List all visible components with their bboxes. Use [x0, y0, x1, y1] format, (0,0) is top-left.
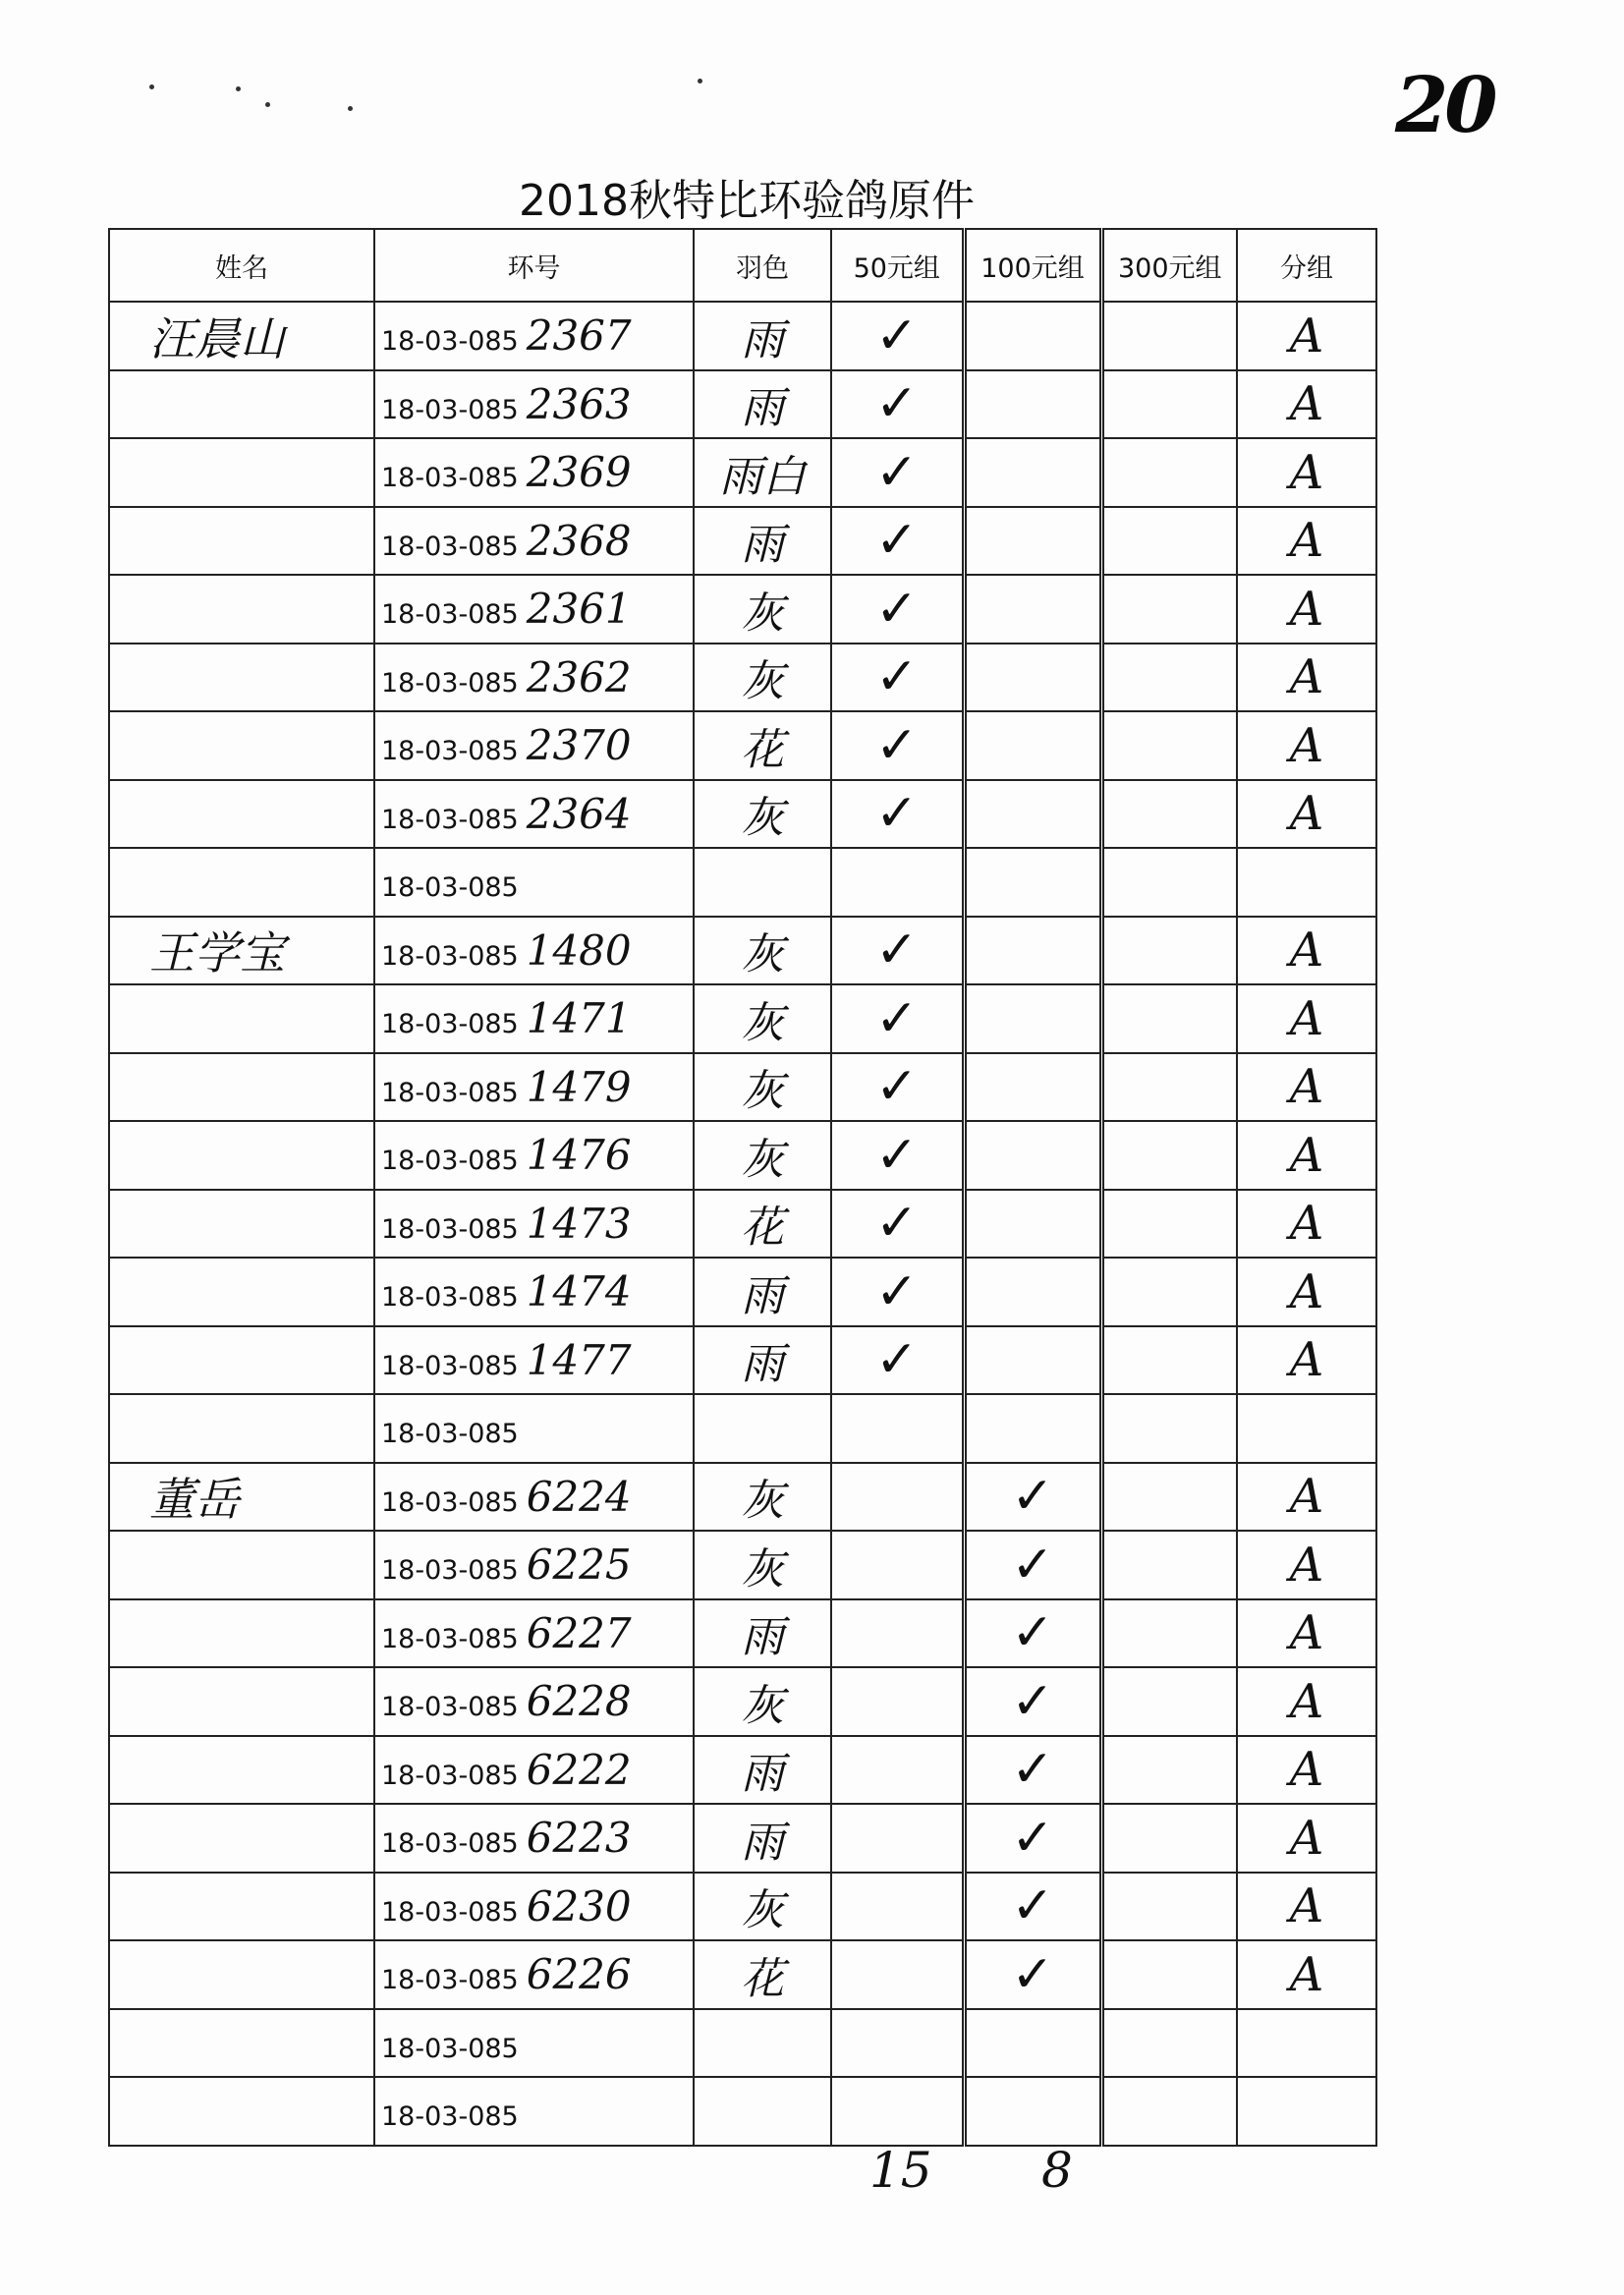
- feather-color-cell: [694, 2009, 831, 2078]
- ring-prefix: 18-03-085: [381, 1692, 519, 1723]
- group-300-cell: [1101, 1736, 1237, 1805]
- division-cell: A: [1237, 1121, 1376, 1190]
- ring-suffix: 6226: [526, 1950, 632, 1999]
- group-50-cell: ✓: [831, 302, 964, 370]
- group-100-cell: [964, 1326, 1101, 1395]
- owner-name-cell: [109, 1394, 374, 1463]
- ring-prefix: 18-03-085: [381, 394, 519, 425]
- ring-number-cell: [374, 438, 694, 507]
- ring-number-cell: [374, 1463, 694, 1532]
- group-50-cell: ✓: [831, 575, 964, 644]
- feather-color-cell: 灰: [694, 1463, 831, 1532]
- page-number: 20: [1395, 61, 1494, 150]
- table-row: [109, 1394, 1376, 1463]
- ring-number-cell: [374, 1531, 694, 1599]
- group-100-cell: [964, 711, 1101, 780]
- feather-color-cell: 雨: [694, 1599, 831, 1668]
- ring-suffix: 1473: [526, 1199, 632, 1248]
- header-g50: 50元组: [831, 229, 964, 302]
- ring-prefix: 18-03-085: [381, 1213, 519, 1245]
- division-cell: A: [1237, 1873, 1376, 1941]
- table-row: [109, 438, 1376, 507]
- feather-color-cell: 灰: [694, 1667, 831, 1736]
- group-300-cell: [1101, 1940, 1237, 2009]
- table-row: [109, 302, 1376, 370]
- division-cell: A: [1237, 984, 1376, 1053]
- group-50-cell: [831, 1804, 964, 1873]
- table-row: [109, 848, 1376, 917]
- ring-suffix: 1474: [526, 1267, 632, 1316]
- division-cell: A: [1237, 302, 1376, 370]
- group-300-cell: [1101, 2009, 1237, 2078]
- ring-number-cell: [374, 2077, 694, 2146]
- group-50-cell: [831, 1394, 964, 1463]
- group-300-cell: [1101, 1190, 1237, 1259]
- group-300-cell: [1101, 1258, 1237, 1326]
- owner-name-cell: [109, 780, 374, 849]
- ring-prefix: 18-03-085: [381, 2101, 519, 2133]
- owner-name-cell: [109, 1599, 374, 1668]
- registration-table: [108, 228, 1377, 2147]
- group-100-cell: [964, 917, 1101, 985]
- owner-name-cell: 汪晨山: [109, 302, 374, 370]
- group-50-cell: ✓: [831, 917, 964, 985]
- feather-color-cell: 灰: [694, 1531, 831, 1599]
- table-row: [109, 1326, 1376, 1395]
- ring-number-cell: [374, 780, 694, 849]
- division-cell: A: [1237, 1599, 1376, 1668]
- ring-number-cell: [374, 370, 694, 439]
- group-50-cell: ✓: [831, 644, 964, 712]
- ring-prefix: 18-03-085: [381, 1009, 519, 1040]
- group-100-cell: [964, 370, 1101, 439]
- group-300-cell: [1101, 2077, 1237, 2146]
- group-300-cell: [1101, 848, 1237, 917]
- ring-prefix: 18-03-085: [381, 1555, 519, 1587]
- owner-name-cell: [109, 1736, 374, 1805]
- division-cell: A: [1237, 1531, 1376, 1599]
- owner-name-cell: [109, 507, 374, 576]
- division-cell: A: [1237, 370, 1376, 439]
- scan-speck: [149, 84, 154, 89]
- scan-speck: [236, 86, 241, 91]
- group-100-cell: [964, 507, 1101, 576]
- document-title: 2018秋特比环验鸽原件: [519, 176, 975, 226]
- header-g300: 300元组: [1101, 229, 1237, 302]
- ring-suffix: 2369: [526, 448, 632, 497]
- group-50-cell: ✓: [831, 1190, 964, 1259]
- group-50-cell: [831, 1599, 964, 1668]
- group-50-cell: ✓: [831, 1258, 964, 1326]
- ring-number-cell: [374, 984, 694, 1053]
- division-cell: A: [1237, 1463, 1376, 1532]
- group-300-cell: [1101, 1326, 1237, 1395]
- group-50-cell: [831, 1667, 964, 1736]
- table-row: [109, 917, 1376, 985]
- feather-color-cell: 雨: [694, 1736, 831, 1805]
- group-300-cell: [1101, 1463, 1237, 1532]
- header-division: 分组: [1237, 229, 1376, 302]
- ring-suffix: 6225: [526, 1540, 632, 1590]
- feather-color-cell: 花: [694, 1190, 831, 1259]
- division-cell: A: [1237, 1667, 1376, 1736]
- feather-color-cell: [694, 2077, 831, 2146]
- group-50-cell: [831, 1940, 964, 2009]
- group-100-cell: [964, 302, 1101, 370]
- feather-color-cell: 灰: [694, 644, 831, 712]
- group-300-cell: [1101, 370, 1237, 439]
- group-100-cell: ✓: [964, 1599, 1101, 1668]
- feather-color-cell: 雨: [694, 1326, 831, 1395]
- table-row: [109, 1804, 1376, 1873]
- table-row: [109, 1531, 1376, 1599]
- ring-prefix: 18-03-085: [381, 463, 519, 494]
- division-cell: A: [1237, 1258, 1376, 1326]
- group-100-cell: ✓: [964, 1940, 1101, 2009]
- ring-suffix: 6223: [526, 1814, 632, 1863]
- total-100-group: 8: [1041, 2142, 1073, 2199]
- ring-number-cell: [374, 711, 694, 780]
- scan-speck: [348, 106, 353, 111]
- feather-color-cell: 灰: [694, 1121, 831, 1190]
- table-row: [109, 1190, 1376, 1259]
- ring-prefix: 18-03-085: [381, 804, 519, 835]
- ring-suffix: 1477: [526, 1335, 632, 1384]
- ring-number-cell: [374, 1258, 694, 1326]
- ring-number-cell: [374, 1599, 694, 1668]
- division-cell: A: [1237, 1940, 1376, 2009]
- ring-prefix: 18-03-085: [381, 1146, 519, 1177]
- group-50-cell: ✓: [831, 438, 964, 507]
- division-cell: A: [1237, 644, 1376, 712]
- group-100-cell: [964, 1121, 1101, 1190]
- feather-color-cell: 灰: [694, 917, 831, 985]
- feather-color-cell: 灰: [694, 780, 831, 849]
- owner-name-cell: [109, 1053, 374, 1122]
- group-100-cell: [964, 438, 1101, 507]
- group-100-cell: [964, 1258, 1101, 1326]
- table-row: [109, 1121, 1376, 1190]
- table-row: [109, 1053, 1376, 1122]
- ring-number-cell: [374, 917, 694, 985]
- feather-color-cell: 雨: [694, 507, 831, 576]
- feather-color-cell: 雨: [694, 1258, 831, 1326]
- group-300-cell: [1101, 1667, 1237, 1736]
- owner-name-cell: [109, 1531, 374, 1599]
- table-row: [109, 507, 1376, 576]
- ring-prefix: 18-03-085: [381, 1486, 519, 1518]
- group-300-cell: [1101, 1121, 1237, 1190]
- table-row: [109, 780, 1376, 849]
- table-row: [109, 711, 1376, 780]
- ring-prefix: 18-03-085: [381, 667, 519, 699]
- feather-color-cell: 花: [694, 711, 831, 780]
- table-row: [109, 984, 1376, 1053]
- ring-prefix: 18-03-085: [381, 1282, 519, 1314]
- ring-number-cell: [374, 507, 694, 576]
- feather-color-cell: 灰: [694, 1873, 831, 1941]
- owner-name-cell: 董岳: [109, 1463, 374, 1532]
- group-300-cell: [1101, 917, 1237, 985]
- group-300-cell: [1101, 438, 1237, 507]
- group-100-cell: [964, 780, 1101, 849]
- ring-prefix: 18-03-085: [381, 1077, 519, 1108]
- group-300-cell: [1101, 1394, 1237, 1463]
- group-50-cell: [831, 1873, 964, 1941]
- ring-number-cell: [374, 2009, 694, 2078]
- group-50-cell: ✓: [831, 984, 964, 1053]
- table-row: [109, 1599, 1376, 1668]
- table-row: [109, 1463, 1376, 1532]
- scan-speck: [698, 79, 702, 84]
- feather-color-cell: [694, 848, 831, 917]
- ring-number-cell: [374, 1053, 694, 1122]
- ring-suffix: 1471: [526, 994, 632, 1043]
- ring-suffix: 6224: [526, 1472, 632, 1521]
- group-50-cell: [831, 1463, 964, 1532]
- group-300-cell: [1101, 1873, 1237, 1941]
- group-50-cell: ✓: [831, 1121, 964, 1190]
- group-100-cell: [964, 644, 1101, 712]
- feather-color-cell: 雨: [694, 370, 831, 439]
- group-100-cell: [964, 848, 1101, 917]
- total-50-group: 15: [869, 2142, 932, 2199]
- ring-suffix: 2362: [526, 652, 632, 701]
- feather-color-cell: 花: [694, 1940, 831, 2009]
- ring-suffix: 6228: [526, 1677, 632, 1726]
- ring-suffix: 2364: [526, 789, 632, 838]
- division-cell: A: [1237, 575, 1376, 644]
- group-50-cell: ✓: [831, 507, 964, 576]
- owner-name-cell: [109, 1190, 374, 1259]
- owner-name-cell: [109, 438, 374, 507]
- group-50-cell: ✓: [831, 711, 964, 780]
- ring-prefix: 18-03-085: [381, 1419, 519, 1450]
- owner-name-cell: [109, 984, 374, 1053]
- ring-prefix: 18-03-085: [381, 1760, 519, 1791]
- ring-prefix: 18-03-085: [381, 872, 519, 904]
- owner-name-cell: [109, 1804, 374, 1873]
- header-row: [109, 229, 1376, 302]
- group-100-cell: [964, 1053, 1101, 1122]
- group-50-cell: [831, 848, 964, 917]
- ring-prefix: 18-03-085: [381, 1965, 519, 1996]
- ring-suffix: 2370: [526, 721, 632, 770]
- ring-suffix: 6227: [526, 1608, 632, 1657]
- feather-color-cell: 雨白: [694, 438, 831, 507]
- division-cell: A: [1237, 507, 1376, 576]
- ring-prefix: 18-03-085: [381, 531, 519, 562]
- group-50-cell: [831, 2009, 964, 2078]
- ring-number-cell: [374, 1804, 694, 1873]
- owner-name-cell: [109, 1940, 374, 2009]
- group-50-cell: ✓: [831, 1326, 964, 1395]
- group-50-cell: ✓: [831, 1053, 964, 1122]
- group-300-cell: [1101, 302, 1237, 370]
- group-100-cell: [964, 2077, 1101, 2146]
- owner-name-cell: [109, 2077, 374, 2146]
- ring-suffix: 2368: [526, 516, 632, 565]
- division-cell: A: [1237, 1326, 1376, 1395]
- group-50-cell: ✓: [831, 780, 964, 849]
- ring-number-cell: [374, 644, 694, 712]
- group-300-cell: [1101, 711, 1237, 780]
- group-100-cell: [964, 1394, 1101, 1463]
- feather-color-cell: 灰: [694, 1053, 831, 1122]
- owner-name-cell: [109, 848, 374, 917]
- group-100-cell: [964, 984, 1101, 1053]
- ring-suffix: 2361: [526, 585, 632, 634]
- group-300-cell: [1101, 1531, 1237, 1599]
- ring-prefix: 18-03-085: [381, 599, 519, 631]
- owner-name-cell: [109, 1326, 374, 1395]
- division-cell: A: [1237, 1736, 1376, 1805]
- owner-name-cell: [109, 1873, 374, 1941]
- division-cell: A: [1237, 438, 1376, 507]
- group-100-cell: ✓: [964, 1804, 1101, 1873]
- ring-prefix: 18-03-085: [381, 1828, 519, 1860]
- group-300-cell: [1101, 984, 1237, 1053]
- owner-name-cell: [109, 2009, 374, 2078]
- feather-color-cell: 雨: [694, 302, 831, 370]
- ring-prefix: 18-03-085: [381, 2033, 519, 2064]
- group-100-cell: [964, 575, 1101, 644]
- table-row: [109, 644, 1376, 712]
- group-100-cell: ✓: [964, 1736, 1101, 1805]
- owner-name-cell: [109, 1667, 374, 1736]
- owner-name-cell: 王学宝: [109, 917, 374, 985]
- ring-number-cell: [374, 1121, 694, 1190]
- division-cell: [1237, 848, 1376, 917]
- group-100-cell: ✓: [964, 1873, 1101, 1941]
- group-100-cell: ✓: [964, 1531, 1101, 1599]
- group-50-cell: [831, 1531, 964, 1599]
- ring-prefix: 18-03-085: [381, 326, 519, 358]
- table-body: [109, 302, 1376, 2146]
- ring-number-cell: [374, 1940, 694, 2009]
- division-cell: [1237, 2077, 1376, 2146]
- ring-number-cell: [374, 1736, 694, 1805]
- owner-name-cell: [109, 711, 374, 780]
- group-50-cell: [831, 1736, 964, 1805]
- division-cell: [1237, 2009, 1376, 2078]
- ring-number-cell: [374, 1667, 694, 1736]
- owner-name-cell: [109, 644, 374, 712]
- table-row: [109, 1667, 1376, 1736]
- ring-suffix: 1479: [526, 1062, 632, 1111]
- group-50-cell: ✓: [831, 370, 964, 439]
- table-row: [109, 1736, 1376, 1805]
- ring-suffix: 2367: [526, 311, 632, 361]
- feather-color-cell: 雨: [694, 1804, 831, 1873]
- group-100-cell: [964, 2009, 1101, 2078]
- ring-suffix: 1476: [526, 1131, 632, 1180]
- header-name: 姓名: [109, 229, 374, 302]
- scan-speck: [265, 102, 270, 107]
- feather-color-cell: 灰: [694, 984, 831, 1053]
- ring-suffix: 6230: [526, 1881, 632, 1931]
- group-50-cell: [831, 2077, 964, 2146]
- owner-name-cell: [109, 1258, 374, 1326]
- header-ring: 环号: [374, 229, 694, 302]
- feather-color-cell: [694, 1394, 831, 1463]
- group-300-cell: [1101, 1599, 1237, 1668]
- group-300-cell: [1101, 575, 1237, 644]
- header-color: 羽色: [694, 229, 831, 302]
- division-cell: A: [1237, 917, 1376, 985]
- owner-name-cell: [109, 1121, 374, 1190]
- ring-number-cell: [374, 1190, 694, 1259]
- group-100-cell: ✓: [964, 1463, 1101, 1532]
- ring-number-cell: [374, 1394, 694, 1463]
- ring-prefix: 18-03-085: [381, 940, 519, 972]
- owner-name-cell: [109, 370, 374, 439]
- division-cell: A: [1237, 711, 1376, 780]
- ring-number-cell: [374, 302, 694, 370]
- group-100-cell: ✓: [964, 1667, 1101, 1736]
- owner-name-cell: [109, 575, 374, 644]
- ring-number-cell: [374, 1873, 694, 1941]
- ring-number-cell: [374, 848, 694, 917]
- division-cell: A: [1237, 1190, 1376, 1259]
- group-300-cell: [1101, 507, 1237, 576]
- division-cell: A: [1237, 1053, 1376, 1122]
- ring-suffix: 2363: [526, 379, 632, 428]
- feather-color-cell: 灰: [694, 575, 831, 644]
- ring-suffix: 6222: [526, 1745, 632, 1794]
- ring-prefix: 18-03-085: [381, 1623, 519, 1654]
- group-300-cell: [1101, 1804, 1237, 1873]
- ring-number-cell: [374, 1326, 694, 1395]
- table-row: [109, 1940, 1376, 2009]
- division-cell: [1237, 1394, 1376, 1463]
- table-row: [109, 1873, 1376, 1941]
- division-cell: A: [1237, 780, 1376, 849]
- group-300-cell: [1101, 1053, 1237, 1122]
- table-row: [109, 2077, 1376, 2146]
- ring-prefix: 18-03-085: [381, 1896, 519, 1928]
- ring-number-cell: [374, 575, 694, 644]
- table-row: [109, 575, 1376, 644]
- table-row: [109, 2009, 1376, 2078]
- ring-prefix: 18-03-085: [381, 1350, 519, 1381]
- table-row: [109, 1258, 1376, 1326]
- group-300-cell: [1101, 644, 1237, 712]
- group-100-cell: [964, 1190, 1101, 1259]
- table-row: [109, 370, 1376, 439]
- ring-suffix: 1480: [526, 925, 632, 975]
- division-cell: A: [1237, 1804, 1376, 1873]
- group-300-cell: [1101, 780, 1237, 849]
- ring-prefix: 18-03-085: [381, 736, 519, 767]
- header-g100: 100元组: [964, 229, 1101, 302]
